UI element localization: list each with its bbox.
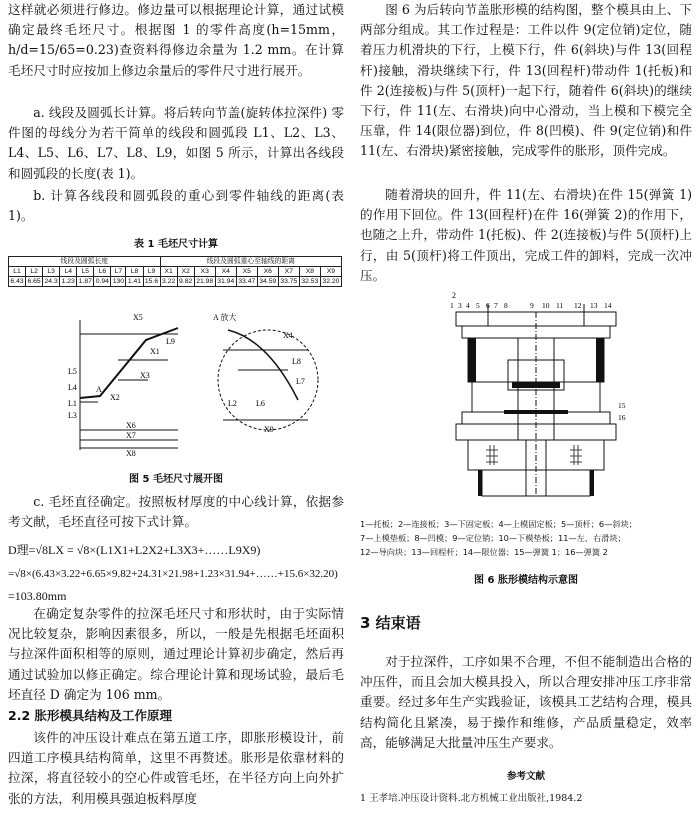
table-cell: 32.20 <box>320 277 341 287</box>
fig5-label: L1 <box>68 399 77 408</box>
fig5-label: X5 <box>133 313 143 322</box>
table-header: X3 <box>194 267 215 277</box>
paragraph-return-stroke: 随着滑块的回升，件 11(左、右滑块)在件 15(弹簧 1)的作用下回位。件 13(回程杆)在件 16(弹簧 2)的作用下，也随之上升，带动件 1(托板)、件 2(连接板)与件 5(顶杆)上行，由 5(顶杆)将工件顶出，完成工件的卸料，完成一次冲压。 <box>360 187 692 283</box>
fig5-label: L2 <box>228 399 237 408</box>
fig6-part-number: 13 <box>590 301 598 310</box>
fig5-label: X8 <box>126 449 136 458</box>
table-header: X9 <box>320 267 341 277</box>
fig5-label: L3 <box>68 411 77 420</box>
table-header-row <box>9 267 342 277</box>
table-cell: 33.47 <box>236 277 257 287</box>
section-2-2-heading: 2.2 胀形模具结构及工作原理 <box>8 708 172 723</box>
table-header: X4 <box>215 267 236 277</box>
fig5-label: X1 <box>150 347 160 356</box>
table-header: L1 <box>9 267 26 277</box>
table-group-lengths: 线段及圆弧长度 <box>9 257 161 267</box>
table-header: X2 <box>177 267 194 277</box>
table-cell: 32.53 <box>299 277 320 287</box>
table-header: X7 <box>278 267 299 277</box>
formula-line-3: =103.80mm <box>8 589 67 603</box>
table-cell: 6.43 <box>10 278 24 285</box>
table-header: L6 <box>94 267 111 277</box>
table-header: X6 <box>257 267 278 277</box>
fig6-part-number: 8 <box>504 301 508 310</box>
fig5-label: X4 <box>283 331 293 340</box>
fig5-label: L7 <box>296 377 305 386</box>
figure-6-legend-line-2: 7—上模垫板；8—凹模；9—定位销；10—下模垫板；11—左、右滑块； <box>360 533 626 543</box>
fig5-label: X9 <box>264 425 274 434</box>
table-value-row <box>9 277 342 287</box>
table-header: L5 <box>77 267 94 277</box>
figure-6-legend-line-1: 1—托板；2—连接板；3—下固定板；4—上模固定板；5—顶杆；6—斜块； <box>360 519 637 529</box>
references-heading: 参考文献 <box>506 771 545 782</box>
fig5-label: X7 <box>126 431 136 440</box>
fig6-part-number: 6 <box>486 301 490 310</box>
table-header: X5 <box>236 267 257 277</box>
table-cell: 21.98 <box>194 277 215 287</box>
blank-size-table <box>8 256 342 287</box>
table-cell: 33.75 <box>278 277 299 287</box>
fig6-part-number: 3 <box>458 301 462 310</box>
table-cell: 130 <box>112 278 125 285</box>
fig6-part-number: 5 <box>476 301 480 310</box>
fig5-label: X2 <box>110 393 120 402</box>
fig5-label: A 放大 <box>213 313 237 322</box>
fig5-label: L5 <box>68 367 77 376</box>
table-header: L3 <box>43 267 60 277</box>
figure-6-caption: 图 6 胀形模结构示意图 <box>474 575 578 586</box>
fig6-part-number: 10 <box>542 301 550 310</box>
paragraph-step-b: b. 计算各线段和圆弧段的重心到零件轴线的距离(表 1)。 <box>8 188 344 224</box>
table-cell: 1.41 <box>127 278 142 285</box>
fig6-part-number: 12 <box>574 301 582 310</box>
fig6-part-number: 11 <box>556 301 564 310</box>
formula-line-1: D理=√8LX = √8×(L1X1+L2X2+L3X3+……L9X9) <box>8 543 261 557</box>
table-cell: 31.94 <box>215 277 236 287</box>
table-header: L9 <box>143 267 160 277</box>
paragraph-step-c: c. 毛坯直径确定。按照板材厚度的中心线计算，依据参考文献，毛坯直径可按下式计算。 <box>8 494 344 530</box>
table-cell: 24.3 <box>44 278 58 285</box>
table-cell: 34.59 <box>257 277 278 287</box>
formula-line-2: =√8×(6.43×3.22+6.65×9.82+24.31×21.98+1.23×31.94+……+15.6×32.20) <box>8 568 338 580</box>
figure-5-blank-development <box>38 310 328 460</box>
fig5-label: L4 <box>68 383 77 392</box>
fig6-part-number: 15 <box>618 401 626 410</box>
paragraph-die-working-process: 图 6 为后转向节盖胀形模的结构图，整个模具由上、下两部分组成。其工作过程是：工件以件 9(定位销)定位，随着压力机滑块的下行，上模下行，件 6(斜块)与件 13(回程杆)接触，滑块继续下行，件 13(回程杆)带动件 1(托板)和件 2(连接板)与件 5(顶杆)一起下行，随着件 6(斜块)的继续下行，件 11(左、右滑块)向中心滑动，当上模和下模完全压靠，件 14(限位器)到位，件 8(凹模)、件 9(定位销)和件 11(左、右滑块)紧密接触，完成零件的胀形，顶件完成。 <box>360 2 692 159</box>
fig6-part-number: 2 <box>452 291 456 300</box>
paragraph-step-a: a. 线段及圆弧长计算。将后转向节盖(旋转体拉深件) 零件图的母线分为若干简单的线段和圆弧段 L1、L2、L3、L4、L5、L6、L7、L8、L9，如图 5 所示，计算出各线段和圆弧段的长度(表 1)。 <box>8 105 344 181</box>
table-group-distances: 线段及圆弧重心至轴线的距离 <box>160 257 341 267</box>
fig6-part-number: 16 <box>618 413 626 422</box>
figure-5-caption: 图 5 毛坯尺寸展开图 <box>129 474 223 485</box>
table-header: L8 <box>126 267 143 277</box>
table-cell: 1.87 <box>78 278 92 285</box>
figure-6-legend-line-3: 12—导向块；13—回程杆；14—限位器；15—弹簧 1；16—弹簧 2 <box>360 547 608 557</box>
fig5-label: L6 <box>256 399 265 408</box>
table-cell: 6.65 <box>27 278 41 285</box>
fig5-label: L9 <box>166 337 175 346</box>
table-header: L4 <box>60 267 77 277</box>
fig6-part-number: 7 <box>494 301 498 310</box>
table-cell: 9.82 <box>179 278 193 285</box>
table-cell: 1.23 <box>61 278 75 285</box>
table-1-title: 表 1 毛坯尺寸计算 <box>134 239 218 250</box>
paragraph-blank-diameter: 在确定复杂零件的拉深毛坯尺寸和形状时，由于实际情况比较复杂，影响因素很多，所以，一般是先根据毛坯面积与拉深件面积相等的原则，通过理论计算初步确定，然后再通过试验加以修正确定。综合理论计算和现场试验，最后毛坯直径 D 确定为 106 mm。 <box>8 606 344 702</box>
fig5-label: X6 <box>126 421 136 430</box>
table-header: X1 <box>160 267 177 277</box>
paragraph-conclusion: 对于拉深件，工序如果不合理，不但不能制造出合格的冲压件，而且会加大模具投入，所以合理安排冲压工序非常重要。经过多年生产实践验证，该模具工艺结构合理，模具结构简化且紧凑，易于操作和维修，产品质量稳定，效率高，能够满足大批量冲压生产要求。 <box>360 654 692 750</box>
fig6-part-number: 9 <box>530 301 534 310</box>
table-cell: 3.22 <box>161 278 176 285</box>
fig6-part-number: 14 <box>604 301 612 310</box>
fig6-part-number: 1 <box>450 301 454 310</box>
paragraph-bulging-die: 该件的冲压设计难点在第五道工序，即胀形模设计，前四道工序模具结构简单，这里不再赘述。胀形是依靠材料的拉深，将直径较小的空心件或管毛坯，在半径方向上向外扩张的方法，利用模具强迫板料厚度 <box>8 730 344 806</box>
paragraph-trim-allowance: 这样就必须进行修边。修边量可以根据理论计算，通过试模确定最终毛坯尺寸。根据图 1 的零件高度(h=15mm，h/d=15/65=0.23)查资料得修边余量为 1.2 mm。在计算毛坯尺寸时应按加上修边余量后的零件尺寸进行展开。 <box>8 2 344 78</box>
fig6-part-number: 4 <box>466 301 470 310</box>
fig5-label: L8 <box>292 357 301 366</box>
figure-6-bulging-die <box>448 290 628 512</box>
reference-1: 1 王孝培.冲压设计资料.北方机械工业出版社,1984.2 <box>360 793 583 804</box>
table-cell: 15.6 <box>144 278 159 285</box>
section-3-heading: 3 结束语 <box>360 614 421 632</box>
table-header: X8 <box>299 267 320 277</box>
table-cell: 0.94 <box>95 278 109 285</box>
fig5-label: A <box>96 385 102 394</box>
table-header: L2 <box>26 267 43 277</box>
fig5-label: X3 <box>140 371 150 380</box>
table-header: L7 <box>111 267 126 277</box>
